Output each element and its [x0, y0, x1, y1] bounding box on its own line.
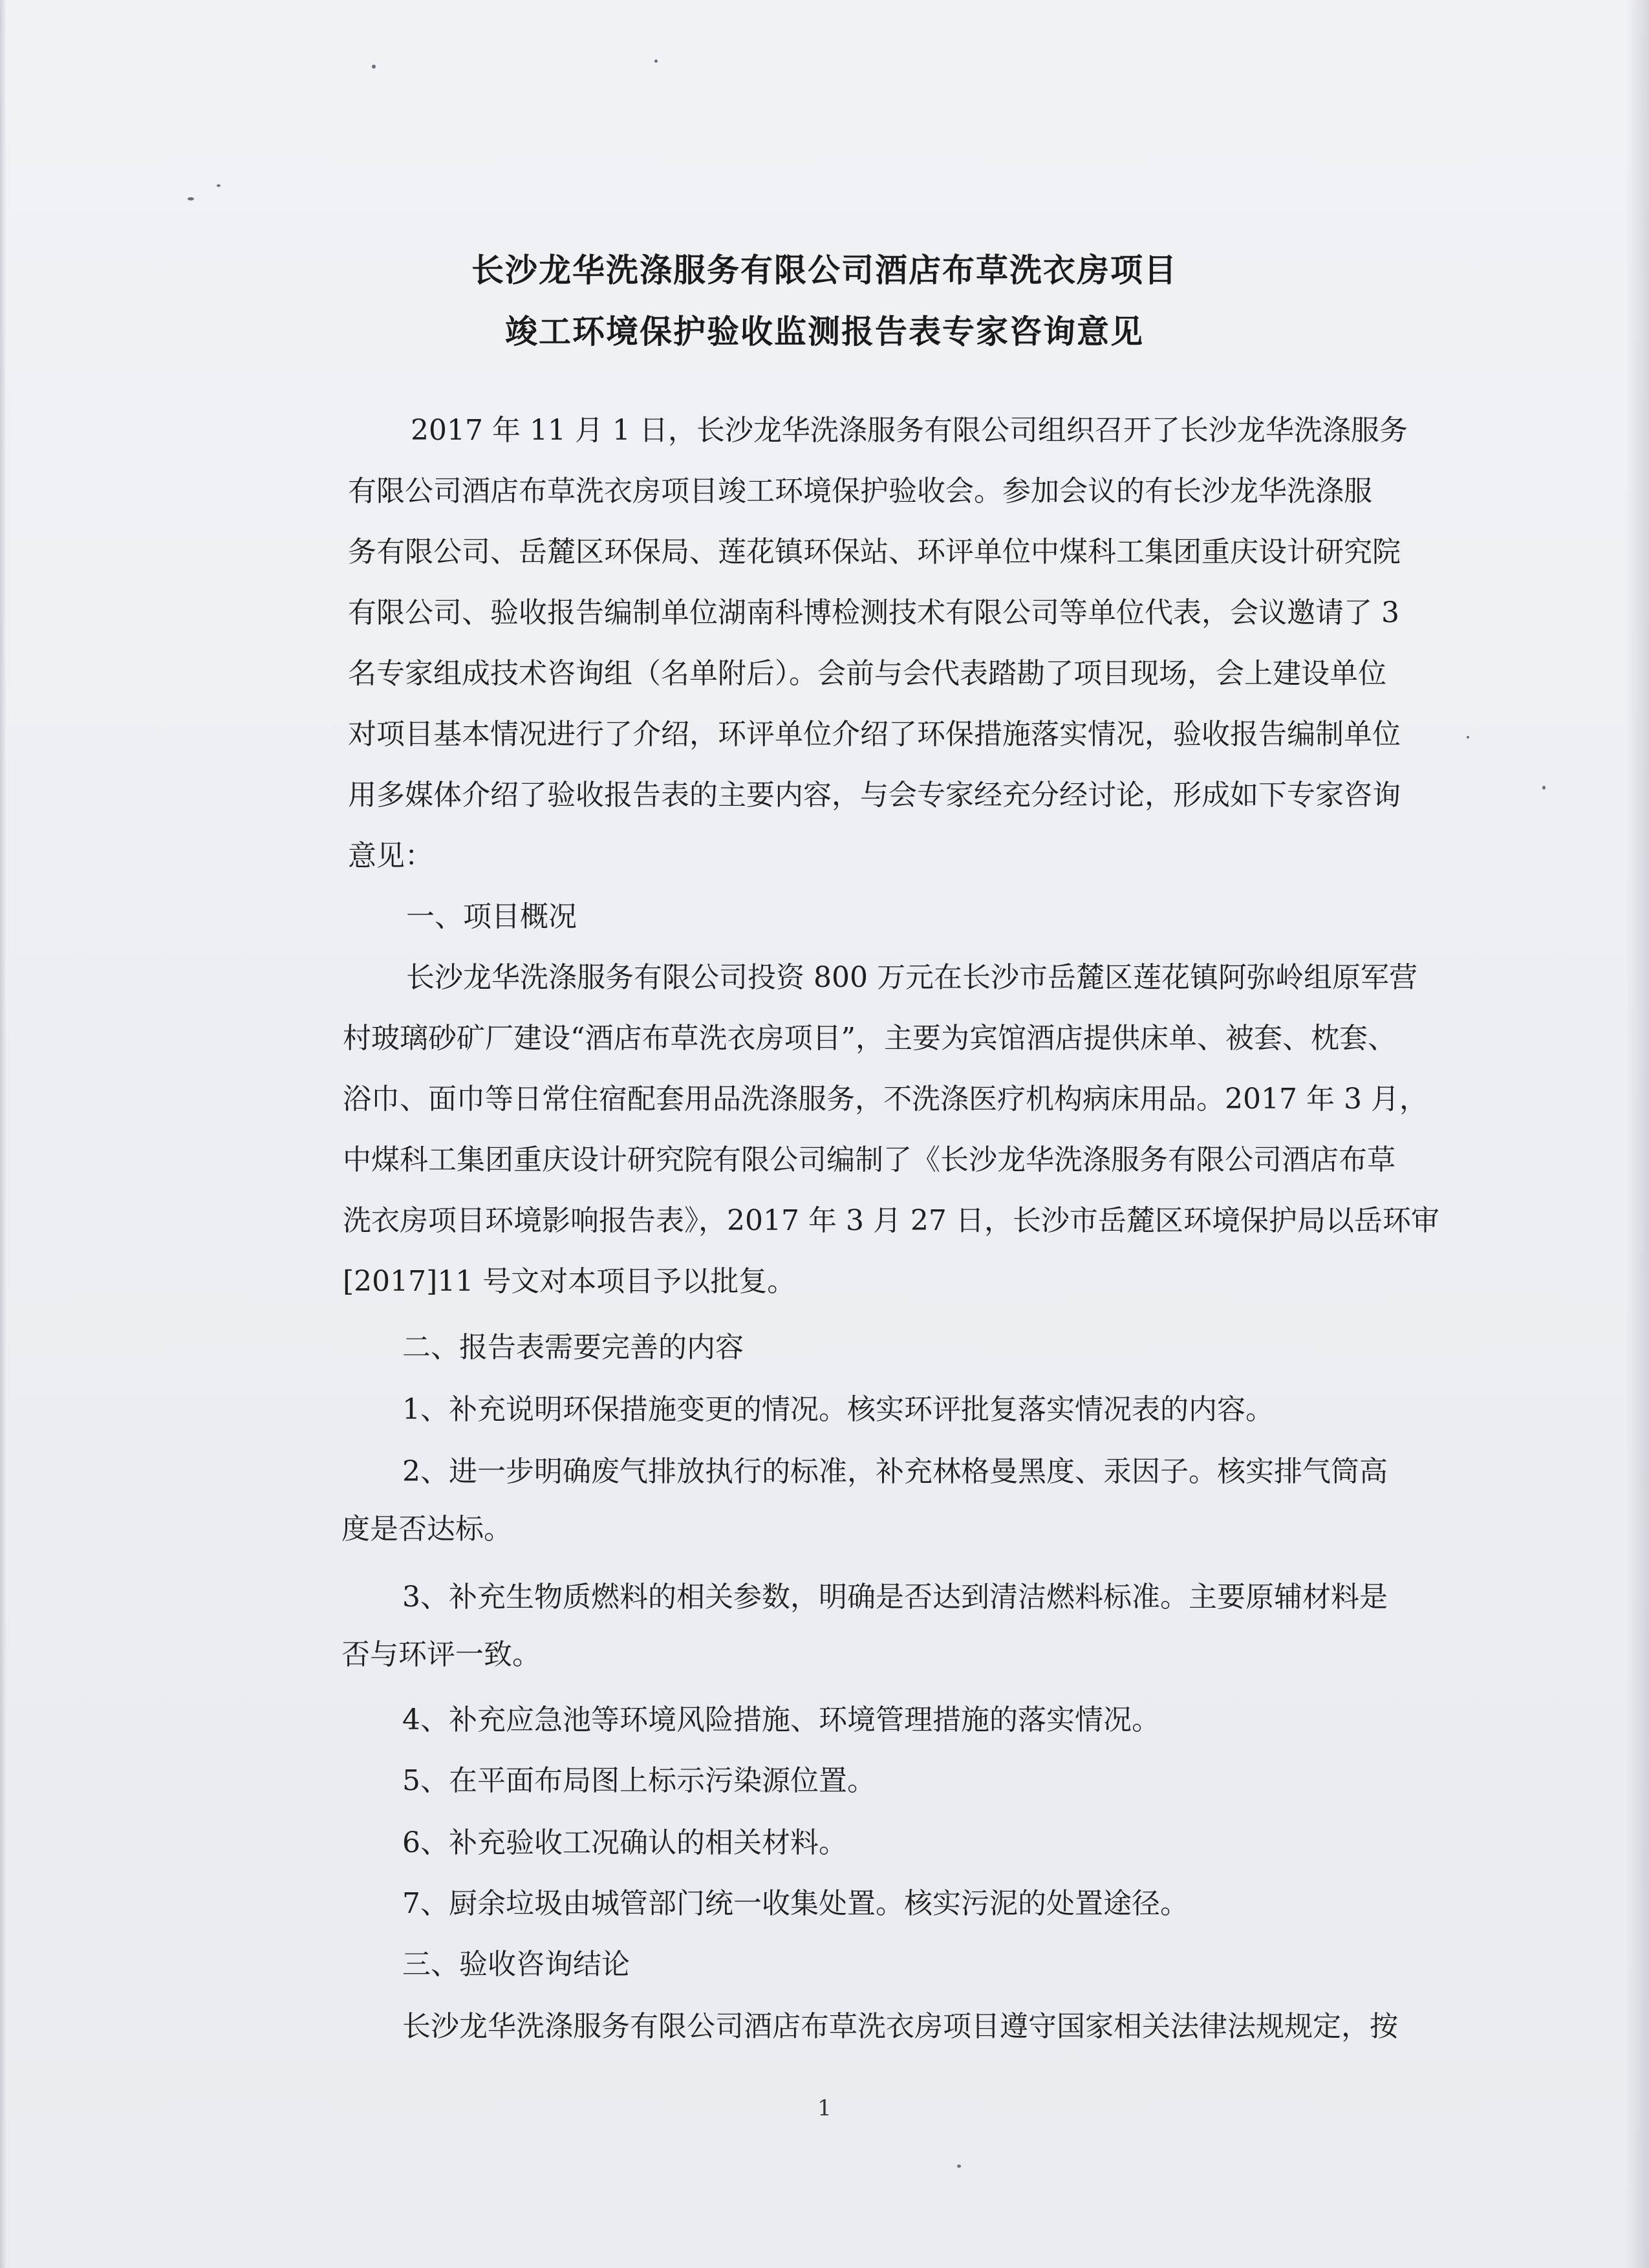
list-item: 3、补充生物质燃料的相关参数，明确是否达到清洁燃料标准。主要原辅材料是: [402, 1581, 1388, 1614]
list-item: 1、补充说明环保措施变更的情况。核实环评批复落实情况表的内容。: [402, 1393, 1274, 1426]
document-title-line-1: 长沙龙华洗涤服务有限公司酒店布草洗衣房项目: [471, 252, 1178, 289]
paragraph-line: 意见：: [348, 839, 433, 872]
scan-speck: [372, 65, 376, 69]
paragraph-line: 务有限公司、岳麓区环保局、莲花镇环保站、环评单位中煤科工集团重庆设计研究院: [348, 535, 1401, 568]
paragraph-line: 名专家组成技术咨询组（名单附后）。会前与会代表踏勘了项目现场，会上建设单位: [348, 657, 1386, 690]
section-heading: 二、报告表需要完善的内容: [402, 1331, 744, 1364]
paragraph-line: 长沙龙华洗涤服务有限公司投资 800 万元在长沙市岳麓区莲花镇阿弥岭组原军营: [406, 961, 1417, 994]
paragraph-line: 中煤科工集团重庆设计研究院有限公司编制了《长沙龙华洗涤服务有限公司酒店布草: [343, 1143, 1396, 1176]
scan-speck: [1542, 786, 1546, 790]
scan-speck: [1467, 736, 1469, 739]
paragraph-line: 有限公司酒店布草洗衣房项目竣工环境保护验收会。参加会议的有长沙龙华洗涤服: [348, 475, 1372, 508]
list-item: 7、厨余垃圾由城管部门统一收集处置。核实污泥的处置途径。: [402, 1887, 1189, 1920]
section-heading: 三、验收咨询结论: [402, 1948, 630, 1981]
paragraph-line: 村玻璃砂矿厂建设“酒店布草洗衣房项目”，主要为宾馆酒店提供床单、被套、枕套、: [343, 1022, 1396, 1055]
document-title-line-2: 竣工环境保护验收监测报告表专家咨询意见: [505, 313, 1144, 351]
scan-speck: [217, 184, 221, 187]
paragraph-line: 长沙龙华洗涤服务有限公司酒店布草洗衣房项目遵守国家相关法律法规规定，按: [402, 2010, 1398, 2043]
list-item: 6、补充验收工况确认的相关材料。: [402, 1826, 847, 1859]
list-item: 2、进一步明确废气排放执行的标准，补充林格曼黑度、汞因子。核实排气筒高: [402, 1455, 1388, 1488]
paragraph-line: 用多媒体介绍了验收报告表的主要内容，与会专家经充分经讨论，形成如下专家咨询: [348, 779, 1401, 812]
scan-speck: [188, 197, 194, 200]
paragraph-line: 洗衣房项目环境影响报告表》，2017 年 3 月 27 日，长沙市岳麓区环境保护局以岳环审: [343, 1204, 1439, 1237]
paragraph-line: 对项目基本情况进行了介绍，环评单位介绍了环保措施落实情况，验收报告编制单位: [348, 718, 1401, 751]
list-item-continuation: 度是否达标。: [341, 1513, 512, 1546]
paragraph-line: 2017 年 11 月 1 日，长沙龙华洗涤服务有限公司组织召开了长沙龙华洗涤服务: [411, 414, 1408, 447]
list-item-continuation: 否与环评一致。: [341, 1638, 541, 1671]
paragraph-line: [2017]11 号文对本项目予以批复。: [343, 1265, 796, 1298]
paragraph-line: 有限公司、验收报告编制单位湖南科博检测技术有限公司等单位代表，会议邀请了 3: [348, 596, 1399, 629]
list-item: 4、补充应急池等环境风险措施、环境管理措施的落实情况。: [402, 1703, 1160, 1736]
section-heading: 一、项目概况: [406, 900, 577, 933]
paragraph-line: 浴巾、面巾等日常住宿配套用品洗涤服务，不洗涤医疗机构病床用品。2017 年 3 月，: [343, 1083, 1428, 1116]
page-number: 1: [817, 2095, 832, 2121]
list-item: 5、在平面布局图上标示污染源位置。: [402, 1764, 876, 1797]
scan-speck: [957, 2165, 961, 2168]
scan-speck: [654, 59, 658, 63]
